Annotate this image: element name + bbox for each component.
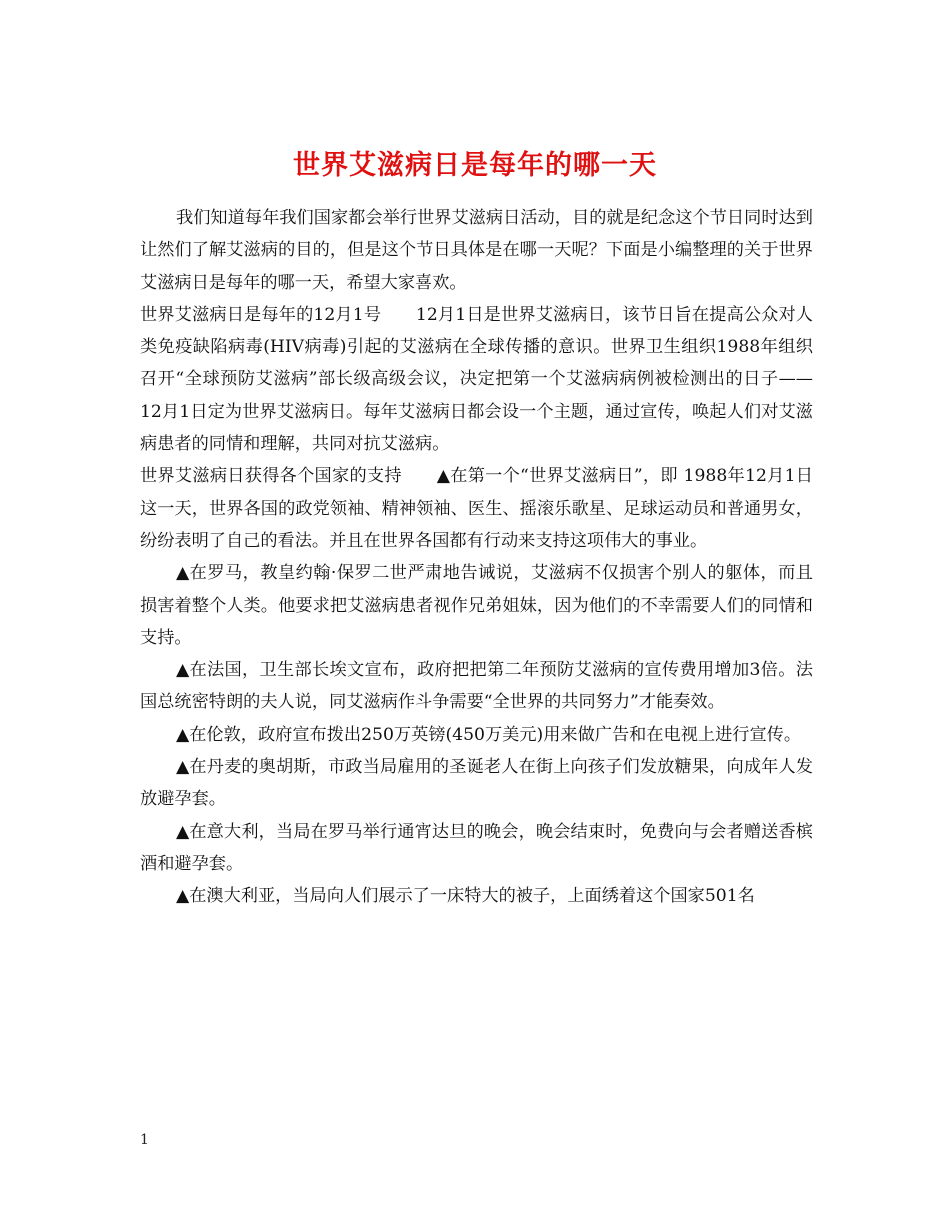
document-body xyxy=(140,202,813,913)
paragraph-denmark: ▲在丹麦的奥胡斯，市政当局雇用的圣诞老人在街上向孩子们发放糖果，向成年人发放避孕套。 xyxy=(140,757,813,810)
document-title: 世界艾滋病日是每年的哪一天 xyxy=(293,150,657,182)
paragraph-italy: ▲在意大利，当局在罗马举行通宵达旦的晚会，晚会结束时，免费向与会者赠送香槟酒和避孕套。 xyxy=(140,821,813,874)
paragraph-intro: 我们知道每年我们国家都会举行世界艾滋病日活动，目的就是纪念这个节日同时达到让然们了解艾滋病的目的，但是这个节日具体是在哪一天呢？下面是小编整理的关于世界艾滋病日是每年的哪一天，希望大家喜欢。 xyxy=(140,208,813,293)
paragraph-france: ▲在法国，卫生部长埃文宣布，政府把把第二年预防艾滋病的宣传费用增加3倍。法国总统密特朗的夫人说，同艾滋病作斗争需要“全世界的共同努力”才能奏效。 xyxy=(140,660,813,713)
page-number: 1 xyxy=(140,1132,149,1148)
paragraph-date: 世界艾滋病日是每年的12月1号 12月1日是世界艾滋病日，该节日旨在提高公众对人类免疫缺陷病毒(HIV病毒)引起的艾滋病在全球传播的意识。世界卫生组织1988年组织召开“全球预防艾滋病”部长级高级会议，决定把第一个艾滋病病例被检测出的日子——12月1日定为世界艾滋病日。每年艾滋病日都会设一个主题，通过宣传，唤起人们对艾滋病患者的同情和理解，共同对抗艾滋病。 xyxy=(140,304,813,455)
paragraph-london: ▲在伦敦，政府宣布拨出250万英镑(450万美元)用来做广告和在电视上进行宣传。 xyxy=(176,724,802,745)
paragraph-rome: ▲在罗马，教皇约翰·保罗二世严肃地告诫说，艾滋病不仅损害个别人的躯体，而且损害着整个人类。他要求把艾滋病患者视作兄弟姐妹，因为他们的不幸需要人们的同情和支持。 xyxy=(140,563,813,648)
paragraph-support: 世界艾滋病日获得各个国家的支持 ▲在第一个“世界艾滋病日”，即 1988年12月1日这一天，世界各国的政党领袖、精神领袖、医生、摇滚乐歌星、足球运动员和普通男女，纷纷表明了自己的看法。并且在世界各国都有行动来支持这项伟大的事业。 xyxy=(140,466,813,551)
paragraph-australia: ▲在澳大利亚，当局向人们展示了一床特大的被子，上面绣着这个国家501名 xyxy=(176,886,755,907)
